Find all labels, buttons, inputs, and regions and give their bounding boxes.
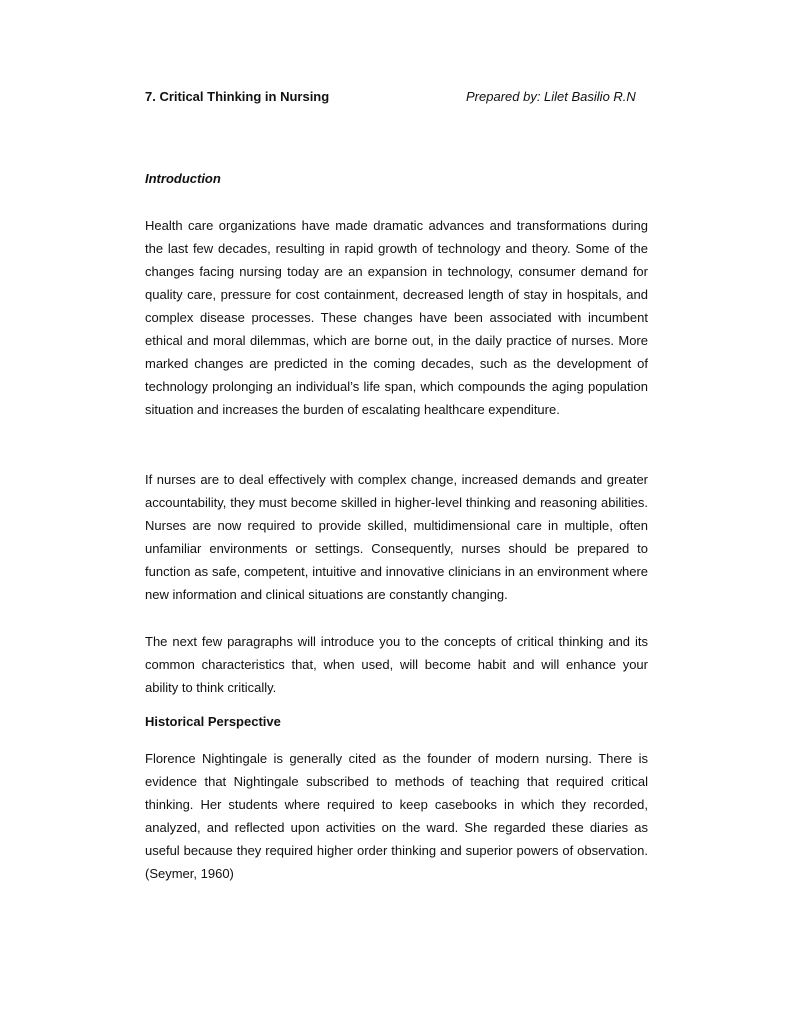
introduction-paragraph-2: If nurses are to deal effectively with complex change, increased demands and greater accountability, they must become skilled in higher-level thinking and reasoning abilities. Nurses are now required to provide skilled, multidimensional care in multiple, often unfamiliar environments or settings. Consequently, nurses should be prepared to function as safe, competent, intuitive and innovative clinicians in an environment where new information and clinical situations are constantly changing. [145,472,648,602]
historical-perspective-heading: Historical Perspective [145,714,281,729]
introduction-heading: Introduction [145,171,221,186]
introduction-paragraph-1: Health care organizations have made dramatic advances and transformations during the last few decades, resulting in rapid growth of technology and theory. Some of the changes facing nursing today are an expansion in technology, consumer demand for quality care, pressure for cost containment, decreased length of stay in hospitals, and complex disease processes. These changes have been associated with incumbent ethical and moral dilemmas, which are borne out, in the daily practice of nurses. More marked changes are predicted in the coming decades, such as the development of technology prolonging an individual’s life span, which compounds the aging population situation and increases the burden of escalating healthcare expenditure. [145,218,648,417]
document-title: 7. Critical Thinking in Nursing [145,89,330,104]
introduction-paragraph-3: The next few paragraphs will introduce you to the concepts of critical thinking and its common characteristics that, when used, will become habit and will enhance your ability to think critically. [145,634,648,695]
document-header [145,89,655,107]
prepared-by-credit: Prepared by: Lilet Basilio R.N [466,89,636,104]
historical-perspective-paragraph: Florence Nightingale is generally cited as the founder of modern nursing. There is evidence that Nightingale subscribed to methods of teaching that required critical thinking. Her students where required to keep casebooks in which they recorded, analyzed, and reflected upon activities on the ward. She regarded these diaries as useful because they required higher order thinking and superior powers of observation. (Seymer, 1960) [145,751,648,881]
